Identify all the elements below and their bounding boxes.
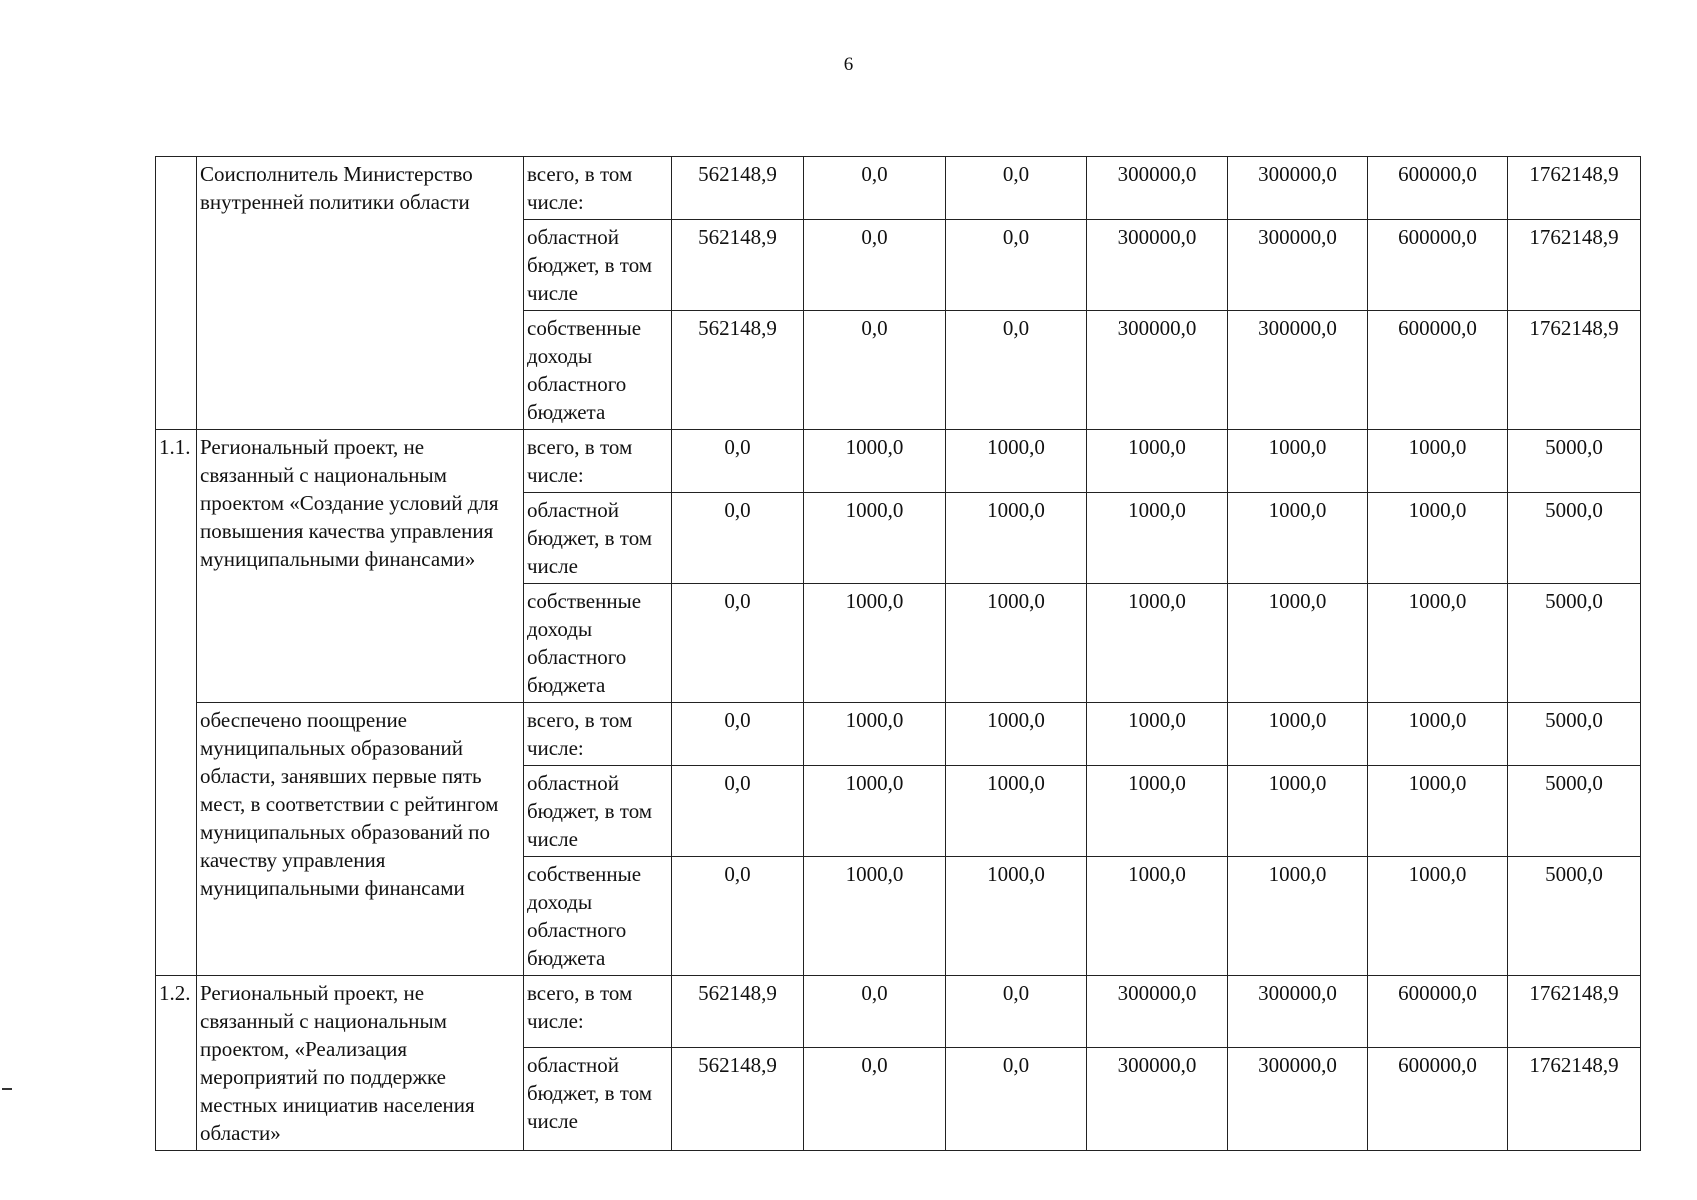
amount-cell: 562148,9 <box>672 311 804 430</box>
amount-cell: 1000,0 <box>804 493 946 584</box>
amount-cell: 300000,0 <box>1087 311 1228 430</box>
funding-source: областной бюджет, в том числе <box>524 493 672 584</box>
margin-mark <box>2 1088 12 1090</box>
amount-cell: 600000,0 <box>1368 311 1508 430</box>
amount-cell: 1000,0 <box>1087 703 1228 766</box>
budget-table <box>155 156 1641 1151</box>
amount-cell: 0,0 <box>672 857 804 976</box>
amount-cell: 0,0 <box>946 220 1087 311</box>
amount-cell: 1000,0 <box>804 703 946 766</box>
amount-cell: 1000,0 <box>1228 430 1368 493</box>
row-index: 1.1. <box>156 430 197 976</box>
amount-cell: 1000,0 <box>1228 703 1368 766</box>
amount-cell: 1000,0 <box>1228 493 1368 584</box>
amount-cell: 1000,0 <box>804 857 946 976</box>
amount-cell: 562148,9 <box>672 976 804 1048</box>
amount-cell: 1000,0 <box>804 584 946 703</box>
amount-cell: 600000,0 <box>1368 1047 1508 1150</box>
item-name: Региональный проект, не связанный с национальным проектом «Создание условий для повышения качества управления муниципальными финансами» <box>197 430 524 703</box>
amount-cell: 1000,0 <box>946 703 1087 766</box>
amount-cell: 1762148,9 <box>1508 976 1641 1048</box>
amount-cell: 1000,0 <box>1368 430 1508 493</box>
amount-cell: 300000,0 <box>1228 157 1368 220</box>
amount-cell: 1762148,9 <box>1508 220 1641 311</box>
table-row <box>156 703 1641 766</box>
amount-cell: 5000,0 <box>1508 703 1641 766</box>
amount-cell: 5000,0 <box>1508 766 1641 857</box>
amount-cell: 0,0 <box>672 703 804 766</box>
row-index: 1.2. <box>156 976 197 1151</box>
amount-cell: 1000,0 <box>1368 584 1508 703</box>
amount-cell: 1000,0 <box>1087 766 1228 857</box>
row-index <box>156 157 197 430</box>
amount-cell: 0,0 <box>672 493 804 584</box>
amount-cell: 1000,0 <box>1368 703 1508 766</box>
amount-cell: 562148,9 <box>672 157 804 220</box>
amount-cell: 300000,0 <box>1087 220 1228 311</box>
amount-cell: 1762148,9 <box>1508 311 1641 430</box>
funding-source: всего, в том числе: <box>524 157 672 220</box>
amount-cell: 1000,0 <box>1087 493 1228 584</box>
amount-cell: 1000,0 <box>1228 766 1368 857</box>
amount-cell: 1000,0 <box>946 493 1087 584</box>
funding-source: собственные доходы областного бюджета <box>524 584 672 703</box>
amount-cell: 5000,0 <box>1508 584 1641 703</box>
amount-cell: 300000,0 <box>1228 311 1368 430</box>
amount-cell: 0,0 <box>804 220 946 311</box>
funding-source: областной бюджет, в том числе <box>524 766 672 857</box>
amount-cell: 300000,0 <box>1087 976 1228 1048</box>
amount-cell: 1000,0 <box>946 430 1087 493</box>
funding-source: областной бюджет, в том числе <box>524 220 672 311</box>
amount-cell: 1000,0 <box>1368 766 1508 857</box>
funding-source: всего, в том числе: <box>524 430 672 493</box>
table-body <box>156 157 1641 1151</box>
item-name: обеспечено поощрение муниципальных образований области, занявших первые пять мест, в соответствии с рейтингом муниципальных образований по качеству управления муниципальными финансами <box>197 703 524 976</box>
amount-cell: 1000,0 <box>1228 857 1368 976</box>
amount-cell: 1000,0 <box>804 430 946 493</box>
amount-cell: 0,0 <box>804 976 946 1048</box>
funding-source: областной бюджет, в том числе <box>524 1047 672 1150</box>
funding-source: всего, в том числе: <box>524 976 672 1048</box>
amount-cell: 1000,0 <box>1087 430 1228 493</box>
item-name: Соисполнитель Министерство внутренней политики области <box>197 157 524 430</box>
amount-cell: 600000,0 <box>1368 220 1508 311</box>
amount-cell: 1000,0 <box>1087 584 1228 703</box>
amount-cell: 0,0 <box>946 1047 1087 1150</box>
amount-cell: 300000,0 <box>1087 157 1228 220</box>
funding-source: собственные доходы областного бюджета <box>524 857 672 976</box>
amount-cell: 1000,0 <box>1087 857 1228 976</box>
amount-cell: 300000,0 <box>1087 1047 1228 1150</box>
amount-cell: 1000,0 <box>1368 857 1508 976</box>
amount-cell: 0,0 <box>672 766 804 857</box>
amount-cell: 0,0 <box>672 584 804 703</box>
amount-cell: 562148,9 <box>672 1047 804 1150</box>
amount-cell: 0,0 <box>946 311 1087 430</box>
amount-cell: 5000,0 <box>1508 857 1641 976</box>
amount-cell: 562148,9 <box>672 220 804 311</box>
amount-cell: 0,0 <box>804 157 946 220</box>
amount-cell: 1000,0 <box>946 584 1087 703</box>
amount-cell: 0,0 <box>672 430 804 493</box>
funding-source: собственные доходы областного бюджета <box>524 311 672 430</box>
item-name: Региональный проект, не связанный с национальным проектом, «Реализация мероприятий по поддержке местных инициатив населения области» <box>197 976 524 1151</box>
table-row <box>156 157 1641 220</box>
amount-cell: 5000,0 <box>1508 430 1641 493</box>
funding-source: всего, в том числе: <box>524 703 672 766</box>
amount-cell: 1000,0 <box>1368 493 1508 584</box>
amount-cell: 1762148,9 <box>1508 157 1641 220</box>
amount-cell: 600000,0 <box>1368 976 1508 1048</box>
amount-cell: 300000,0 <box>1228 976 1368 1048</box>
page-number: 6 <box>843 54 854 75</box>
amount-cell: 0,0 <box>946 976 1087 1048</box>
amount-cell: 0,0 <box>804 1047 946 1150</box>
amount-cell: 1762148,9 <box>1508 1047 1641 1150</box>
amount-cell: 0,0 <box>804 311 946 430</box>
amount-cell: 5000,0 <box>1508 493 1641 584</box>
amount-cell: 600000,0 <box>1368 157 1508 220</box>
amount-cell: 300000,0 <box>1228 1047 1368 1150</box>
amount-cell: 0,0 <box>946 157 1087 220</box>
amount-cell: 1000,0 <box>1228 584 1368 703</box>
amount-cell: 300000,0 <box>1228 220 1368 311</box>
table-row <box>156 430 1641 493</box>
table-row <box>156 976 1641 1048</box>
amount-cell: 1000,0 <box>946 857 1087 976</box>
amount-cell: 1000,0 <box>946 766 1087 857</box>
amount-cell: 1000,0 <box>804 766 946 857</box>
